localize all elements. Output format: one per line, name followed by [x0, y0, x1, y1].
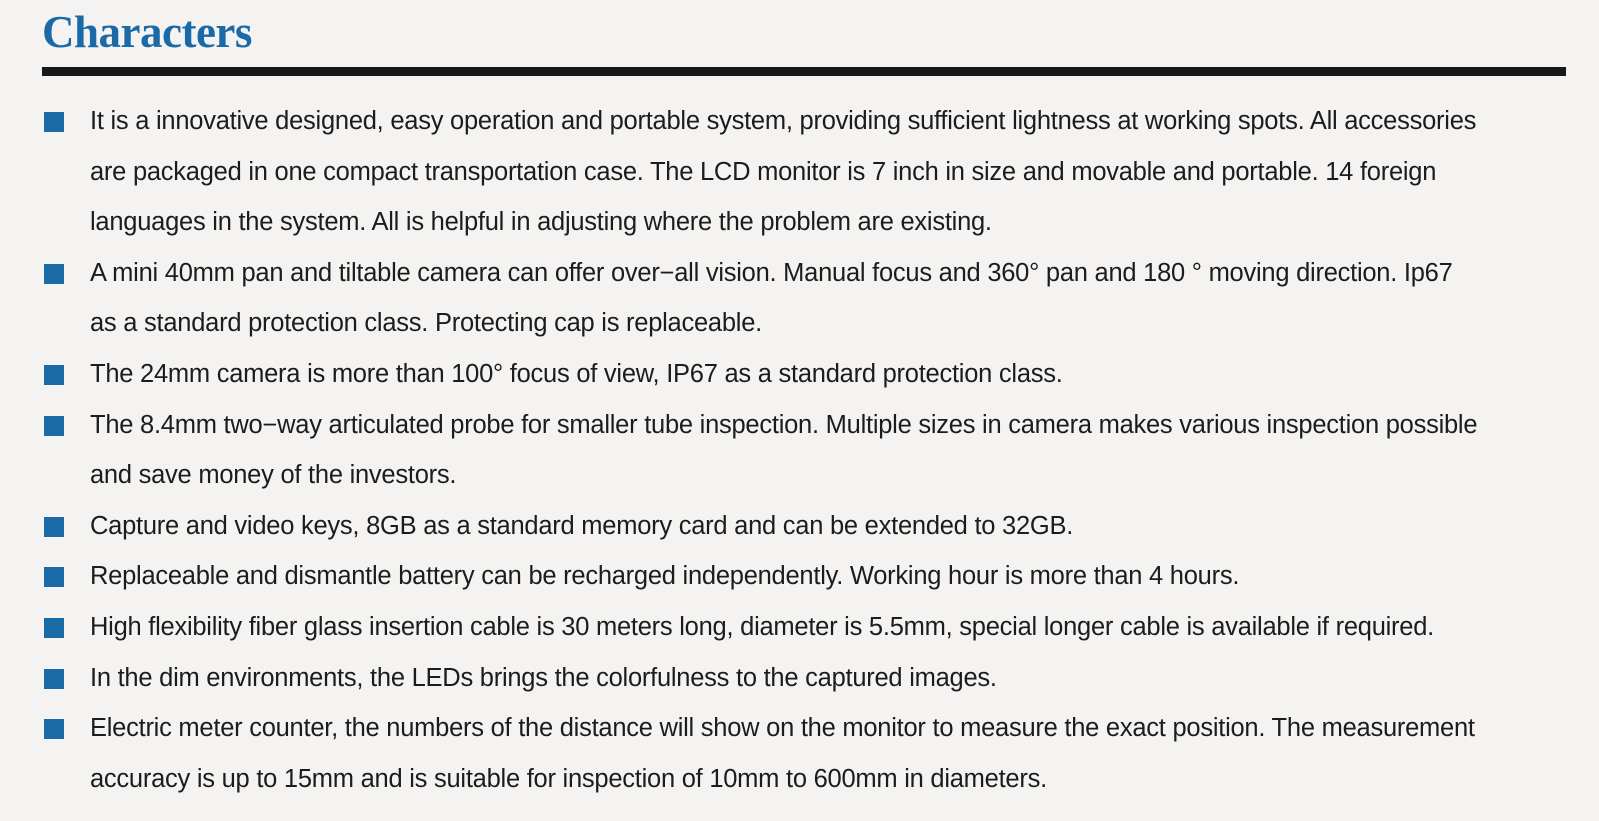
square-bullet-icon — [44, 112, 64, 132]
list-item — [0, 248, 1599, 349]
list-item — [0, 551, 1599, 602]
list-item — [0, 349, 1599, 400]
title-divider — [42, 67, 1566, 76]
list-item — [0, 602, 1599, 653]
square-bullet-icon — [44, 365, 64, 385]
square-bullet-icon — [44, 669, 64, 689]
list-item-line: are packaged in one compact transportation case. The LCD monitor is 7 inch in size and movable and portable. 14 foreign — [90, 157, 1437, 186]
list-item — [0, 96, 1599, 248]
list-item-line: Capture and video keys, 8GB as a standard memory card and can be extended to 32GB. — [90, 511, 1074, 540]
list-item-line: The 24mm camera is more than 100° focus of view, IP67 as a standard protection class. — [90, 359, 1063, 388]
list-item-line: as a standard protection class. Protecting cap is replaceable. — [90, 309, 762, 338]
square-bullet-icon — [44, 618, 64, 638]
list-item-line: languages in the system. All is helpful in adjusting where the problem are existing. — [90, 208, 992, 237]
square-bullet-icon — [44, 264, 64, 284]
page-title: Characters — [42, 7, 252, 57]
characters-list — [0, 96, 1599, 804]
list-item-line: Replaceable and dismantle battery can be recharged independently. Working hour is more than 4 hours. — [90, 562, 1240, 591]
list-item-line: It is a innovative designed, easy operation and portable system, providing sufficient lightness at working spots. All accessories — [90, 107, 1477, 135]
square-bullet-icon — [44, 719, 64, 739]
list-item-line: A mini 40mm pan and tiltable camera can offer over−all vision. Manual focus and 360° pan and 180 ° moving direction. Ip67 — [90, 258, 1453, 287]
list-item-line: High flexibility fiber glass insertion cable is 30 meters long, diameter is 5.5mm, special longer cable is available if required. — [90, 612, 1434, 641]
list-item-line: and save money of the investors. — [90, 461, 457, 490]
list-item-line: In the dim environments, the LEDs brings the colorfulness to the captured images. — [90, 663, 997, 692]
list-item — [0, 653, 1599, 704]
square-bullet-icon — [44, 567, 64, 587]
list-item-line: The 8.4mm two−way articulated probe for smaller tube inspection. Multiple sizes in camera makes various inspection possible — [90, 410, 1478, 439]
list-item-line: accuracy is up to 15mm and is suitable for inspection of 10mm to 600mm in diameters. — [90, 764, 1047, 793]
square-bullet-icon — [44, 416, 64, 436]
square-bullet-icon — [44, 517, 64, 537]
list-item — [0, 501, 1599, 552]
list-item — [0, 400, 1599, 501]
list-item — [0, 703, 1599, 804]
list-item-line: Electric meter counter, the numbers of the distance will show on the monitor to measure the exact position. The measurement — [90, 714, 1475, 743]
